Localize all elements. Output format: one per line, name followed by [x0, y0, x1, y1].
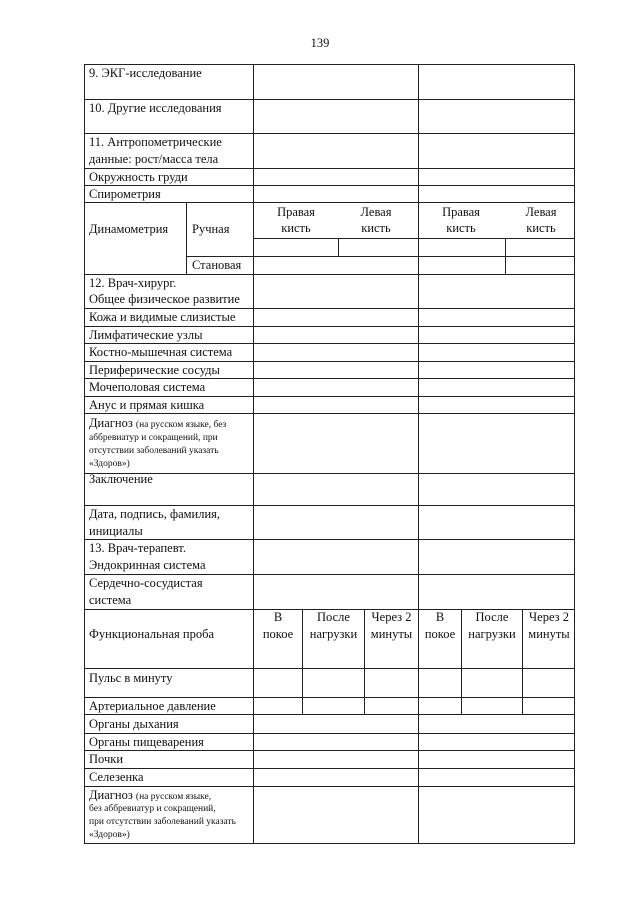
- dynamometry-manual: Ручная: [192, 222, 230, 236]
- at-rest-header-2: В: [435, 610, 445, 624]
- row-signature-line1: Дата, подпись, фамилия,: [89, 507, 221, 521]
- row-urogenital: Мочеполовая система: [89, 380, 206, 394]
- after-load-header-2-sub: нагрузки: [468, 627, 516, 641]
- row-surgeon-line1: 12. Врач-хирург.: [89, 276, 177, 290]
- diagnosis-2-label: Диагноз: [89, 788, 133, 802]
- after-2min-header-2-sub: минуты: [528, 627, 570, 641]
- after-2min-header-1-sub: минуты: [370, 627, 413, 641]
- left-hand-header-2-sub: кисть: [526, 221, 556, 235]
- row-musculoskeletal: Костно-мышечная система: [89, 345, 233, 359]
- left-hand-header-1: Левая: [360, 205, 392, 219]
- at-rest-header-2-sub: покое: [424, 627, 456, 641]
- left-hand-header-2: Левая: [525, 205, 557, 219]
- row-other-studies: 10. Другие исследования: [89, 101, 222, 115]
- diagnosis-note-line1: (на русском языке, без: [135, 420, 227, 430]
- row-functional-test: Функциональная проба: [89, 627, 215, 641]
- diagnosis-note-line4: «Здоров»): [89, 459, 130, 469]
- right-hand-header-1-sub: кисть: [281, 221, 311, 235]
- row-conclusion: Заключение: [89, 472, 153, 486]
- right-hand-header-1: Правая: [277, 205, 315, 219]
- page-number: 139: [310, 36, 330, 50]
- row-pulse: Пульс в минуту: [89, 671, 173, 685]
- medical-exam-form-table: [84, 64, 575, 844]
- row-digestive: Органы пищеварения: [89, 735, 204, 749]
- at-rest-header-1-sub: покое: [262, 627, 294, 641]
- after-2min-header-2: Через 2: [529, 610, 569, 624]
- left-hand-header-1-sub: кисть: [361, 221, 391, 235]
- row-cardio-line2: система: [89, 593, 132, 607]
- row-surgeon-line2: Общее физическое развитие: [89, 292, 240, 306]
- dynamometry-standing: Становая: [192, 258, 242, 272]
- diagnosis-label: Диагноз: [89, 416, 133, 430]
- row-respiratory: Органы дыхания: [89, 717, 179, 731]
- row-anus: Анус и прямая кишка: [89, 398, 205, 412]
- row-spleen: Селезенка: [89, 770, 144, 784]
- row-diagnosis: [89, 415, 226, 432]
- right-hand-header-2-sub: кисть: [446, 221, 476, 235]
- after-2min-header-1: Через 2: [371, 610, 412, 624]
- row-ecg: 9. ЭКГ-исследование: [89, 66, 202, 80]
- diagnosis-2-note-line2: без аббревиатур и сокращений,: [89, 804, 216, 814]
- row-signature-line2: инициалы: [89, 524, 143, 538]
- after-load-header-2: После: [475, 610, 509, 624]
- diagnosis-2-note-line4: «Здоров»): [89, 830, 130, 840]
- row-dynamometry: Динамометрия: [89, 222, 169, 236]
- after-load-header-1-sub: нагрузки: [309, 627, 358, 641]
- row-skin: Кожа и видимые слизистые: [89, 310, 236, 324]
- row-cardio-line1: Сердечно-сосудистая: [89, 576, 203, 590]
- after-load-header-1: После: [317, 610, 350, 624]
- diagnosis-2-note-line3: при отсутствии заболеваний указать: [89, 817, 236, 827]
- row-lymph: Лимфатические узлы: [89, 328, 203, 342]
- at-rest-header-1: В: [273, 610, 283, 624]
- row-diagnosis-2: [89, 787, 211, 804]
- row-chest: Окружность груди: [89, 170, 188, 184]
- row-kidneys: Почки: [89, 752, 124, 766]
- right-hand-header-2: Правая: [442, 205, 480, 219]
- row-therapist-line1: 13. Врач-терапевт.: [89, 541, 186, 555]
- row-spirometry: Спирометрия: [89, 187, 161, 201]
- row-peripheral: Периферические сосуды: [89, 363, 220, 377]
- row-therapist-line2: Эндокринная система: [89, 558, 206, 572]
- diagnosis-note-line3: отсутствии заболеваний указать: [89, 446, 219, 456]
- row-blood-pressure: Артериальное давление: [89, 699, 216, 713]
- diagnosis-note-line2: аббревиатур и сокращений, при: [89, 433, 218, 443]
- row-anthropometric-line1: 11. Антропометрические: [89, 135, 222, 149]
- row-anthropometric-line2: данные: рост/масса тела: [89, 152, 219, 166]
- diagnosis-2-note-line1: (на русском языке,: [135, 792, 212, 802]
